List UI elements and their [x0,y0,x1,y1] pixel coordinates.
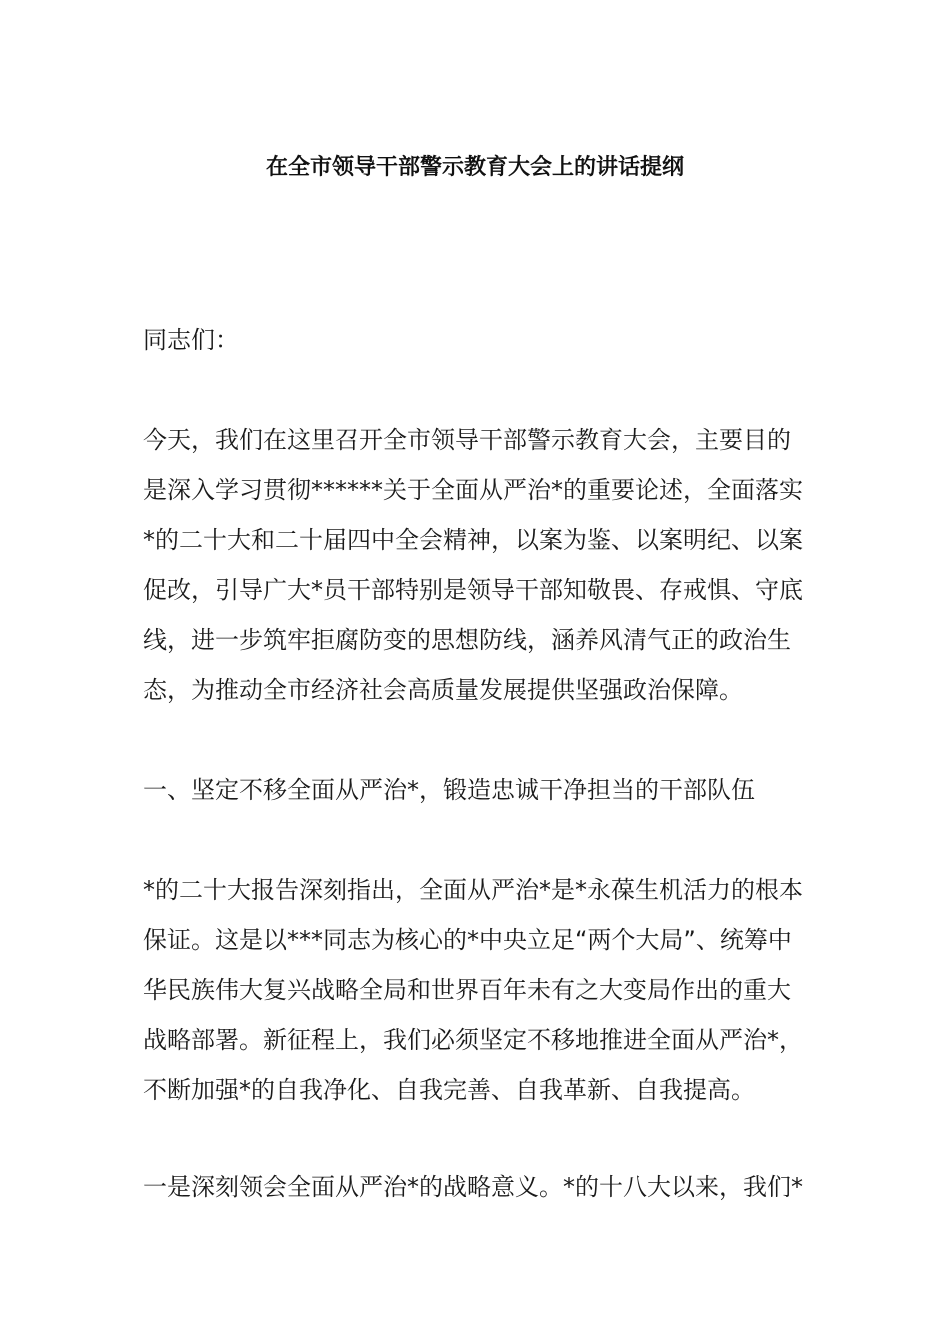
paragraph-intro: 今天，我们在这里召开全市领导干部警示教育大会，主要目的是深入学习贯彻******关于全面从严治*的重要论述，全面落实*的二十大和二十届四中全会精神，以案为鉴、以案明纪、以案促改，引导广大*员干部特别是领导干部知敬畏、存戒惧、守底线，进一步筑牢拒腐防变的思想防线，涵养风清气正的政治生态，为推动全市经济社会高质量发展提供坚强政治保障。 [143,426,803,704]
page-title: 在全市领导干部警示教育大会上的讲话提纲 [265,155,684,180]
paragraph-section-1: *的二十大报告深刻指出，全面从严治*是*永葆生机活力的根本保证。这是以***同志为核心的*中央立足“两个大局”、统筹中华民族伟大复兴战略全局和世界百年未有之大变局作出的重大战略部署。新征程上，我们必须坚定不移地推进全面从严治*，不断加强*的自我净化、自我完善、自我革新、自我提高。 [143,876,803,1104]
section-heading-1: 一、坚定不移全面从严治*，锻造忠诚干净担当的干部队伍 [143,776,755,804]
paragraph-point-1: 一是深刻领会全面从严治*的战略意义。*的十八大以来，我们* [143,1173,803,1201]
greeting: 同志们： [143,326,239,354]
